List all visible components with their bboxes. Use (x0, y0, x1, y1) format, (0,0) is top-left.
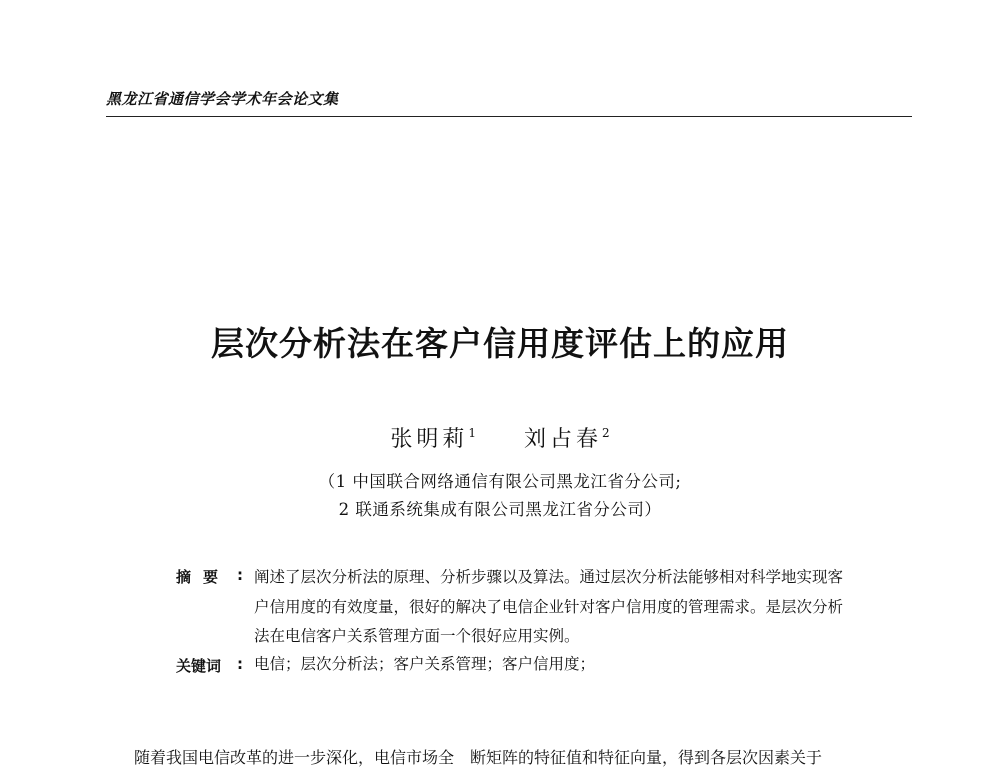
header-rule (106, 116, 912, 117)
abstract-text: 阐述了层次分析法的原理、分析步骤以及算法。通过层次分析法能够相对科学地实现客户信用度的有效度量，很好的解决了电信企业针对客户信用度的管理需求。是层次分析法在电信客户关系管理方面一个很好应用实例。 (254, 568, 844, 645)
paper-title: 层次分析法在客户信用度评估上的应用 (211, 324, 789, 363)
author-affiliation-mark: 2 (602, 426, 610, 440)
body-text-fragment: 随着我国电信改革的进一步深化，电信市场全 断矩阵的特征值和特征向量，得到各层次因素关于 (134, 748, 823, 767)
keywords-colon: : (237, 655, 243, 673)
author-affiliation-mark: 1 (468, 426, 476, 440)
affiliation-line: （1 中国联合网络通信有限公司黑龙江省分公司; (318, 472, 682, 491)
abstract-colon: : (237, 566, 243, 584)
keywords-text: 电信；层次分析法；客户关系管理；客户信用度； (254, 655, 596, 673)
author-name: 张明莉 (390, 427, 469, 452)
abstract-label: 摘要 (176, 568, 231, 586)
keywords-label: 关键词 (176, 657, 222, 675)
author-name: 刘占春 (524, 427, 603, 452)
affiliation-line: 2 联通系统集成有限公司黑龙江省分公司） (338, 500, 662, 519)
journal-header: 黑龙江省通信学会学术年会论文集 (106, 90, 339, 108)
authors-line (0, 422, 1000, 453)
